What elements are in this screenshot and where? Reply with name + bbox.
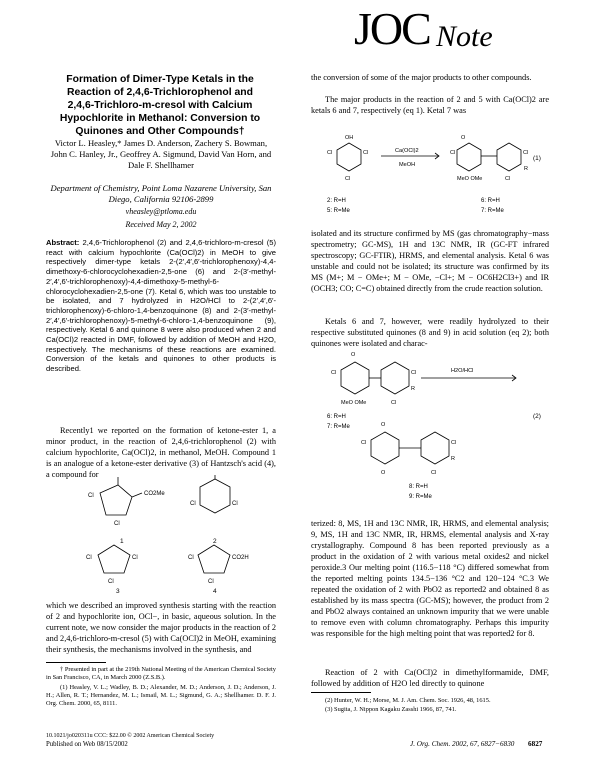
- abstract-label: Abstract:: [46, 238, 80, 247]
- compound-label-3: 3: [116, 588, 120, 595]
- ketal-ring-a: [457, 143, 481, 171]
- svg-text:Cl: Cl: [411, 370, 417, 376]
- author-list: Victor L. Heasley,* James D. Anderson, Zachery S. Bowman, John C. Hanley, Jr., Geoffrey A. Sigmund, David Van Horn, and Dale F. Shellhamer: [50, 138, 272, 170]
- footer-citation: J. Org. Chem. 2002, 67, 6827−6830: [410, 740, 515, 748]
- svg-text:Cl: Cl: [208, 579, 214, 585]
- svg-text:Cl: Cl: [232, 501, 238, 507]
- eq1-reagent-2: MeOH: [399, 162, 416, 168]
- ring-1: [100, 485, 132, 515]
- svg-text:CO2H: CO2H: [232, 555, 249, 561]
- compound-label-2: 2: [213, 538, 217, 545]
- svg-text:R: R: [411, 386, 415, 392]
- abstract: [46, 238, 276, 374]
- compound-label-4: 4: [213, 588, 217, 595]
- page-number: 6827: [528, 740, 543, 748]
- eq1-number: (1): [533, 155, 541, 162]
- svg-text:Cl: Cl: [451, 440, 457, 446]
- svg-text:MeO OMe: MeO OMe: [341, 400, 367, 406]
- eq1-reagent-1: Ca(OCl)2: [395, 148, 419, 154]
- structures-1-4: [80, 475, 260, 595]
- svg-text:O: O: [381, 422, 386, 428]
- svg-text:R: R: [524, 166, 528, 172]
- footnote-dagger: † Presented in part at the 219th National Meeting of the American Chemical Society in San Francisco, CA, in March 2000 (Z.S.B.).: [46, 666, 276, 681]
- right-paragraph-4: Ketals 6 and 7, however, were readily hydrolyzed to their respective substituted quinones (8 and 9) in acid solution (eq 2); both quinones were isolated and charac-: [311, 317, 549, 348]
- footnote-rule-left: [46, 662, 106, 663]
- svg-text:Cl: Cl: [327, 150, 333, 156]
- ring-3: [98, 545, 130, 573]
- eq2-label-8: 8: R=H: [409, 484, 428, 490]
- svg-text:Cl: Cl: [132, 555, 138, 561]
- svg-text:Cl: Cl: [505, 176, 511, 182]
- svg-text:Cl: Cl: [523, 150, 529, 156]
- svg-text:Cl: Cl: [331, 370, 337, 376]
- abstract-text: 2,4,6-Trichlorophenol (2) and 2,4,6-trichloro-m-cresol (5) react with calcium hypochlorite (Ca(OCl)2) in MeOH to give respectively dimer-type ketals 2-(2′,4′,6′-trichlorophenoxy)-4,4-dimethoxy-6-chlorocyclohexadien-2,5-one (6) and 2-(3′-methyl-2′,4′,6′-trichlorophenoxy)-4,4-dimethoxy-5-methyl-6-chlorocyclohexadien-2,5-one (7). Ketal 6, which was too unstable to be isolated, and 7 hydrolyzed in H2O/HCl to 2-(2′,4′,6′-trichlorophenoxy)-6-chloro-1,4-benzoquinone (8) and 2-(3′-methyl-2′,4′,6′-trichlorophenoxy)-5-methyl-6-chloro-1,4-benzoquinone (9), respectively. Ketal 6 and quinone 8 were also produced when 2 and Ca(OCl)2 reacted in DMF, followed by addition of MeOH and H2O, respectively. The mechanisms of these reactions are examined. Conversion of the ketals and quinones to other products is described.: [46, 238, 276, 374]
- footnote-1: (1) Heasley, V. L.; Wadley, B. D.; Alexander, M. D.; Anderson, J. D.; Anderson, J. H.; Allen, R. T.; Hernandez, M. L.; Ismail, M. L.; Sigmund, G. A.; Shellhamer. D. F. J. Org. Chem. 2000, 65, 8111.: [46, 684, 276, 707]
- svg-text:O: O: [461, 135, 466, 141]
- eq2-label-7: 7: R=Me: [327, 424, 350, 430]
- svg-text:Cl: Cl: [450, 150, 456, 156]
- equation-1: [311, 126, 549, 226]
- svg-text:MeO OMe: MeO OMe: [457, 176, 483, 182]
- footer-published: Published on Web 08/15/2002: [46, 741, 128, 748]
- right-paragraph-1: the conversion of some of the major products to other compounds.: [311, 73, 532, 82]
- svg-text:CO2Me: CO2Me: [144, 491, 165, 497]
- eq1-label-5: 5: R=Me: [327, 208, 350, 214]
- ketal-ring-b: [497, 143, 521, 171]
- svg-text:Cl: Cl: [190, 501, 196, 507]
- footnote-3: (3) Sugita, J. Nippon Kagaku Zasshi 1966, 87, 741.: [325, 706, 457, 713]
- received-date: Received May 2, 2002: [125, 220, 197, 229]
- svg-text:Cl: Cl: [345, 176, 351, 182]
- eq2-label-9: 9: R=Me: [409, 494, 432, 500]
- svg-text:Cl: Cl: [361, 440, 367, 446]
- ketal-ring-d: [381, 362, 409, 394]
- svg-text:Cl: Cl: [363, 150, 369, 156]
- eq1-label-6: 6: R=H: [481, 198, 500, 204]
- svg-text:R: R: [451, 456, 455, 462]
- eq2-reagent: H2O/HCl: [451, 368, 474, 374]
- eq2-number: (2): [533, 413, 541, 420]
- eq1-label-7: 7: R=Me: [481, 208, 504, 214]
- ketal-ring-c: [341, 362, 369, 394]
- quinone-ring-a: [371, 432, 399, 464]
- svg-text:Cl: Cl: [114, 521, 120, 527]
- svg-text:OH: OH: [345, 135, 354, 141]
- left-paragraph-2: which we described an improved synthesis starting with the reaction of 2 and hypochlorite ion, OCl−, in basic, aqueous solution. In the current note, we now consider the major products in the reaction of 2 and 2,4,6-trichloro-m-cresol (5) with Ca(OCl)2 in MeOH, examining their synthesis, the mechanisms involved in the synthesis, and: [46, 601, 276, 654]
- contact-email: vheasley@ptloma.edu: [125, 207, 197, 216]
- journal-logo: JOC: [354, 3, 430, 54]
- equation-2: [311, 340, 549, 514]
- quinone-ring-b: [421, 432, 449, 464]
- ring-4: [198, 545, 230, 573]
- svg-text:Cl: Cl: [431, 470, 437, 476]
- affiliation: Department of Chemistry, Point Loma Nazarene University, San Diego, California 92106-2899: [50, 183, 272, 204]
- svg-text:O: O: [381, 470, 386, 476]
- svg-text:Cl: Cl: [108, 579, 114, 585]
- eq2-label-6: 6: R=H: [327, 414, 346, 420]
- svg-text:Cl: Cl: [391, 400, 397, 406]
- right-paragraph-5: terized: 8, MS, 1H and 13C NMR, IR, HRMS, and elemental analysis; 9, MS, 1H and 13C NMR, IR, HRMS, elemental analysis and X-ray crystallography. Compound 8 has been reported previously as a product in the oxidation of 2 with various metal oxides2 and nickel peroxide.3 Our melting point (116.5−118 °C) differed somewhat from the reported melting points 134.5−136 °C2 and 120−124 °C.3 We repeated the oxidation of 2 with PbO2 as reported2 and obtained 8 as established by its mass spectra (GC-MS); however, the product from 2 and PbO2 always contained an unknown impurity that we were unable to remove even with column chromatography. Perhaps this impurity was responsible for the high melting point that was reported2 for 8.: [311, 519, 549, 638]
- footer-doi: 10.1021/jo020311u CCC: $22.00 © 2002 American Chemical Society: [46, 733, 215, 739]
- ring-2: [200, 479, 230, 513]
- right-paragraph-3: isolated and its structure confirmed by MS (gas chromatography−mass spectrometry; GC-MS), 1H and 13C NMR, IR (GC-FT infrared spectroscopy; GC-FTIR), HRMS, and elemental analysis. Ketal 6 was unstable and could not be isolated; its structure was confirmed by its MS (M+; M − OMe+; M − OMe, −Cl+; M − OC6H2Cl3+) and IR (OCH3; CO; C=C) obtained directly from the crude reaction solution.: [311, 229, 549, 293]
- compound-label-1: 1: [120, 538, 124, 545]
- svg-text:Cl: Cl: [88, 493, 94, 499]
- right-paragraph-6: Reaction of 2 with Ca(OCl)2 in dimethylformamide, DMF, followed by addition of H2O led directly to quinone: [311, 668, 549, 688]
- eq1-label-2: 2: R=H: [327, 198, 346, 204]
- footnote-2: (2) Hunter, W. H.; Morse, M. J. Am. Chem. Soc. 1926, 48, 1615.: [325, 697, 491, 704]
- svg-text:Cl: Cl: [188, 555, 194, 561]
- phenol-ring: [337, 143, 361, 171]
- section-label: Note: [436, 20, 493, 53]
- right-paragraph-2: The major products in the reaction of 2 and 5 with Ca(OCl)2 are ketals 6 and 7, respectively (eq 1). Ketal 7 was: [311, 95, 549, 115]
- footnote-rule-right: [311, 692, 371, 693]
- svg-text:Cl: Cl: [86, 555, 92, 561]
- left-paragraph-1: Recently1 we reported on the formation of ketone-ester 1, a minor product, in the reaction of 2,4,6-trichlorophenol (2) with calcium hypochlorite, Ca(OCl)2, in methanol, MeOH. Compound 1 is an analogue of a ketone-ester derivative (3) of Hantzsch's acid (4), a compound for: [46, 426, 276, 479]
- article-title: Formation of Dimer-Type Ketals in the Reaction of 2,4,6-Trichlorophenol and 2,4,6-Trichloro-m-cresol with Calcium Hypochlorite in Methanol: Conversion to Quinones and Other Compounds†: [59, 74, 261, 137]
- svg-text:O: O: [351, 352, 356, 358]
